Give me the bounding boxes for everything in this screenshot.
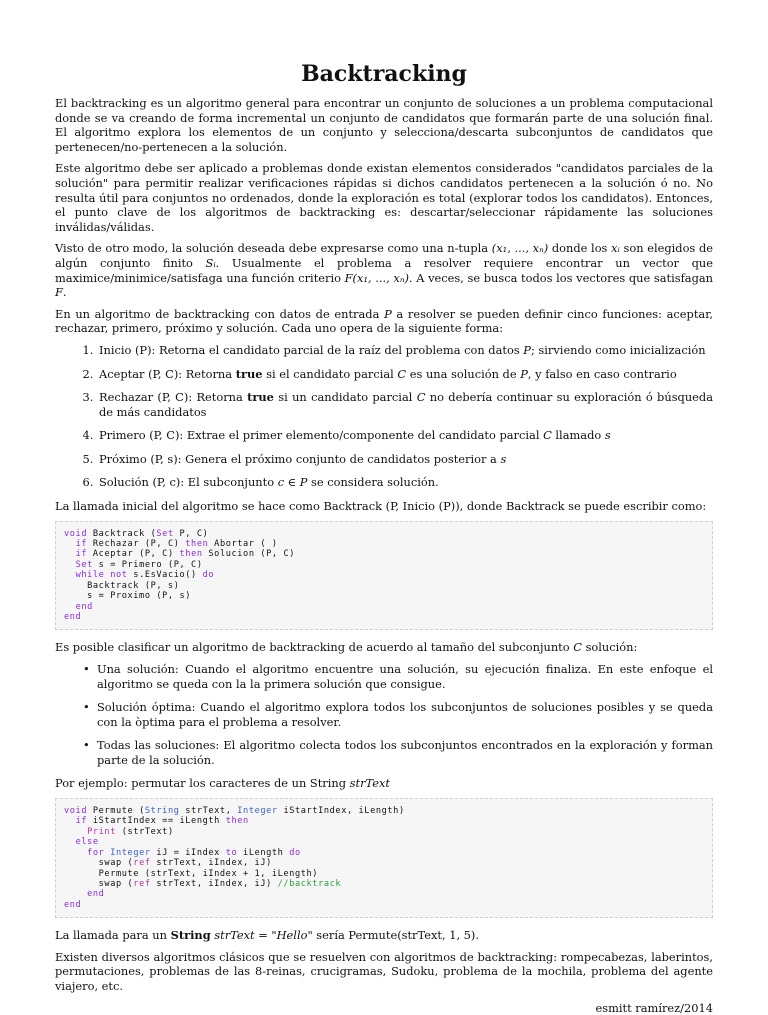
code-line: void Permute (String strText, Integer iStartIndex, iLength) xyxy=(64,806,405,817)
code-line: if Rechazar (P, C) then Abortar ( ) xyxy=(75,539,278,550)
code-line: Backtrack (P, s) xyxy=(64,580,180,591)
list-item: 1. Inicio (P): Retorna el candidato parcial de la raíz del problema con datos P; sirviendo como inicialización xyxy=(97,343,713,358)
code-line: swap (ref strText, iIndex, iJ) //backtrack xyxy=(64,878,342,889)
list-item: 5. Próximo (P, s): Genera el próximo conjunto de candidatos posterior a s xyxy=(97,452,713,467)
document-page xyxy=(55,60,713,1015)
code-line: end xyxy=(64,611,82,622)
code-line: end xyxy=(75,601,93,612)
code-line: if iStartIndex == iLength then xyxy=(75,816,249,827)
initial-call-paragraph: La llamada inicial del algoritmo se hace como Backtrack (P, Inicio (P)), donde Backtrack se puede escribir como: xyxy=(55,499,707,514)
permute-code-block xyxy=(55,798,713,918)
code-line: Print (strText) xyxy=(87,826,174,837)
page-title: Backtracking xyxy=(301,61,467,87)
intro-paragraph: El backtracking es un algoritmo general para encontrar un conjunto de soluciones a un problema computacional donde se va creando de forma incremental un conjunto de candidatos que formarán parte de una solución final. El algoritmo explora los elementos de un conjunto y selecciona/descarta subconjuntos de candidatos que pertenecen/no-pertenecen a la solución. xyxy=(55,96,713,154)
code-line: Permute (strText, iIndex + 1, iLength) xyxy=(64,868,319,879)
bullet-icon: • xyxy=(83,700,90,715)
code-line: Set s = Primero (P, C) xyxy=(75,559,203,570)
code-line: else xyxy=(75,837,99,848)
bullet-icon: • xyxy=(83,738,90,753)
functions-list xyxy=(55,343,713,490)
backtrack-code-block xyxy=(55,521,713,631)
closing-paragraph: Existen diversos algoritmos clásicos que se resuelven con algoritmos de backtracking: rompecabezas, laberintos, permutaciones, problemas de las 8-reinas, crucigramas, Sudoku, problema de la mochila, problema del agente viajero, etc. xyxy=(55,949,713,993)
call-paragraph: La llamada para un String strText = "Hello" sería Permute(strText, 1, 5). xyxy=(55,928,479,943)
five-functions-paragraph: En un algoritmo de backtracking con datos de entrada P a resolver se pueden definir cinco funciones: aceptar, rechazar, primero, próximo y solución. Cada uno opera de la siguiente forma: xyxy=(55,306,714,336)
apply-paragraph: Este algoritmo debe ser aplicado a problemas donde existan elementos considerados "candidatos parciales de la solución" para permitir realizar verificaciones rápidas si dichos candidatos pertenecen a la solución ó no. No resulta útil para conjuntos no ordenados, donde la exploración es total (explorar todos los candidatos). Entonces, el punto clave de los algoritmos de backtracking es: descartar/seleccionar rápidamente las soluciones inválidas/válidas. xyxy=(55,161,713,234)
code-line: while not s.EsVacio() do xyxy=(75,570,215,581)
list-item: • Todas las soluciones: El algoritmo colecta todos los subconjuntos encontrados en la exploración y forman parte de la solución. xyxy=(83,738,713,767)
list-item: 3. Rechazar (P, C): Retorna true si un candidato parcial C no debería continuar su exploración ó búsqueda de más candidatos xyxy=(97,390,713,419)
code-line: end xyxy=(64,899,82,910)
example-paragraph: Por ejemplo: permutar los caracteres de un String strText xyxy=(55,776,390,791)
code-line: void Backtrack (Set P, C) xyxy=(64,528,209,539)
code-line: for Integer iJ = iIndex to iLength do xyxy=(87,847,301,858)
list-item: • Solución óptima: Cuando el algoritmo explora todos los subconjuntos de soluciones posibles y se queda con la òptima para el problema a resolver. xyxy=(83,700,713,729)
code-line: swap (ref strText, iIndex, iJ) xyxy=(64,858,272,869)
bullet-icon: • xyxy=(83,661,90,676)
classify-paragraph: Es posible clasificar un algoritmo de backtracking de acuerdo al tamaño del subconjunto C solución: xyxy=(55,640,638,655)
code-line: if Aceptar (P, C) then Solucion (P, C) xyxy=(75,549,296,560)
list-item: • Una solución: Cuando el algoritmo encuentre una solución, su ejecución finaliza. En este enfoque el algoritmo se queda con la la primera solución que consigue. xyxy=(83,661,713,691)
tuple-paragraph: Visto de otro modo, la solución deseada debe expresarse como una n-tupla (x₁, ..., xₙ) donde los xᵢ son elegidos de algún conjunto finito Sᵢ. Usualmente el problema a resolver requiere encontrar un vector que maximice/minimice/satisfaga una función criterio F(x₁, ..., xₙ). A veces, se busca todos los vectores que satisfagan F. xyxy=(55,241,714,300)
signature: esmitt ramírez/2014 xyxy=(595,1000,713,1015)
code-line: end xyxy=(87,889,105,900)
list-item: 6. Solución (P, c): El subconjunto c ∈ P se considera solución. xyxy=(97,475,713,490)
list-item: 4. Primero (P, C): Extrae el primer elemento/componente del candidato parcial C llamado s xyxy=(97,428,713,443)
solution-types-list xyxy=(55,662,713,768)
code-line: s = Proximo (P, s) xyxy=(64,591,192,602)
list-item: 2. Aceptar (P, C): Retorna true si el candidato parcial C es una solución de P, y falso en caso contrario xyxy=(97,367,713,382)
